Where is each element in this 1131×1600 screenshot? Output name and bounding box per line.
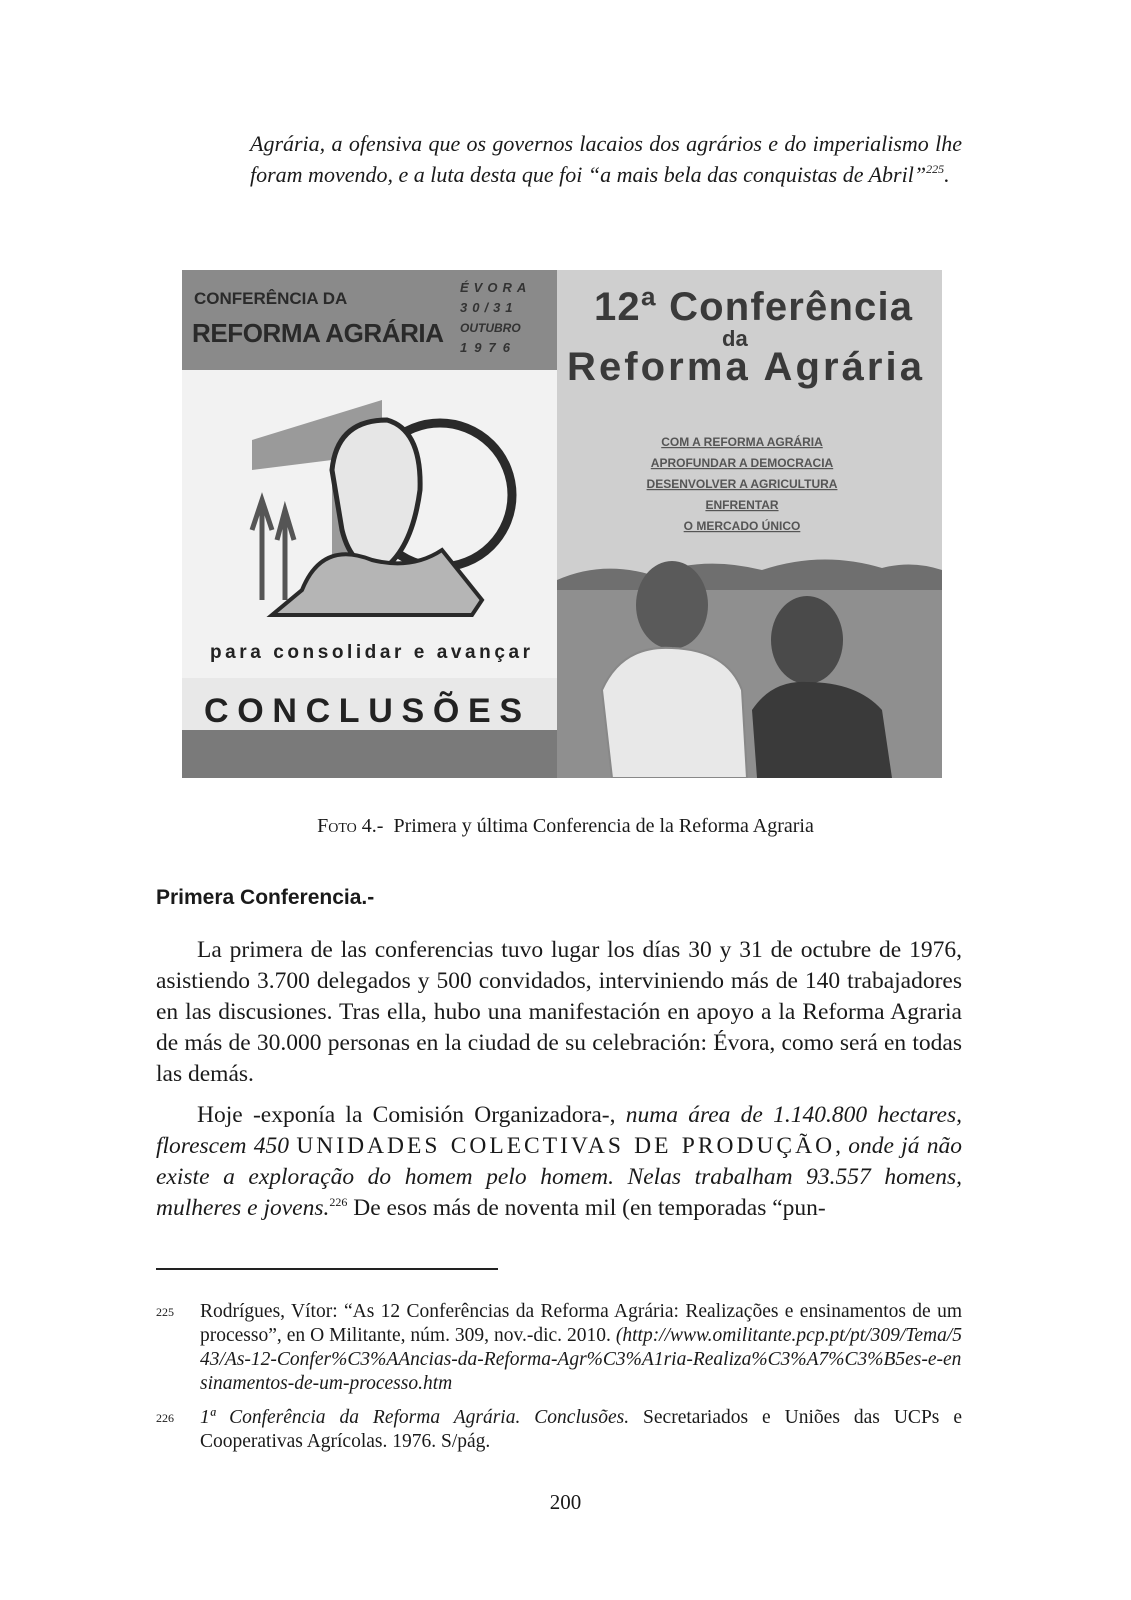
left-slogan: para consolidar e avançar (210, 642, 530, 663)
left-footer-stripe (182, 730, 557, 778)
footnote-text: Secretariados e Uniões das UCPs e Cooperativas Agrícolas. 1976. S/pág. (200, 1407, 962, 1452)
footnote-225 (156, 1300, 962, 1396)
footnote-divider (156, 1268, 498, 1270)
footnote-ref-225[interactable]: 225 (926, 162, 945, 176)
man-head-shape (636, 561, 708, 649)
right-slogan-5: O MERCADO ÚNICO (683, 519, 801, 533)
body-text (156, 935, 962, 1234)
right-slogan-1: COM A REFORMA AGRÁRIA (661, 435, 823, 449)
left-date-4: 1976 (460, 340, 517, 355)
woman-photo-head-shape (771, 596, 843, 684)
photo-4 (182, 270, 942, 778)
right-slogan-2: APROFUNDAR A DEMOCRACIA (650, 456, 834, 470)
left-header-large: REFORMA AGRÁRIA (192, 318, 444, 348)
paragraph-2 (156, 1100, 962, 1224)
footnote-ref-226[interactable]: 226 (329, 1195, 348, 1209)
p2-italic-1: numa área de 1.140.800 hectares, florescem 450 (156, 1102, 963, 1159)
footnote-number: 225 (156, 1305, 174, 1319)
p2-intro: Hoje -exponía la Comisión Organizadora-, (197, 1102, 626, 1128)
footnote-link[interactable]: (http://www.omilitante.pcp.pt/pt/309/Tema/543/As-12-Confer%C3%AAncias-da-Reforma-Agr%C3%A1ria-Realiza%C3%A7%C3%B5es-e-ensinamentos-de-um-processo.htm (200, 1325, 962, 1394)
right-title-1: 12ª Conferência (594, 285, 912, 329)
man-shirt-shape (602, 648, 747, 778)
paragraph-1: La primera de las conferencias tuvo lugar los días 30 y 31 de octubre de 1976, asistiendo 3.700 delegados y 500 convidados, interviniendo más de 140 trabajadores en las discusiones. Tras ella, hubo una manifestación en apoyo a la Reforma Agraria de más de 30.000 personas en la ciudad de su celebración: Évora, como será en todas las demás. (156, 937, 962, 1087)
left-date-3: OUTUBRO (460, 321, 521, 335)
left-date-1: ÉVORA (460, 280, 532, 295)
photo-caption (0, 815, 1131, 838)
footnote-number: 226 (156, 1411, 174, 1425)
p2-italic-2: , onde já não existe a exploração do homem pelo homem. Nelas trabalham 93.557 homens, mulheres e jovens. (156, 1133, 962, 1221)
p2-tail: De esos más de noventa mil (en temporadas “pun- (347, 1195, 826, 1221)
footnote-title: 1ª Conferência da Reforma Agrária. Conclusões. (200, 1407, 630, 1428)
right-slogan-4: ENFRENTAR (705, 498, 779, 512)
caption-text: Primera y última Conferencia de la Reforma Agraria (393, 815, 814, 837)
photo-graphic (182, 270, 942, 778)
block-quote (250, 128, 962, 190)
footnote-text: Rodrígues, Vítor: “As 12 Conferências da Reforma Agrária: Realizações e ensinamentos de um processo”, en O Militante, núm. 309, nov.-dic. 2010. (200, 1301, 962, 1346)
p2-spaced: UNIDADES COLECTIVAS DE PRODUÇÃO (296, 1133, 836, 1159)
footnotes (156, 1300, 962, 1464)
quote-end: . (944, 162, 950, 187)
quote-text: Agrária, a ofensiva que os governos lacaios dos agrários e do imperialismo lhe foram movendo, e a luta desta que foi “a mais bela das conquistas de Abril” (250, 131, 962, 187)
left-date-2: 30/31 (460, 300, 518, 315)
left-header-small: CONFERÊNCIA DA (194, 289, 348, 308)
left-footer-text: CONCLUSÕES (204, 692, 526, 730)
page-number: 200 (549, 1490, 582, 1514)
right-title-3: Reforma Agrária (567, 345, 922, 389)
right-slogan-3: DESENVOLVER A AGRICULTURA (646, 477, 838, 491)
footnote-226 (156, 1406, 962, 1454)
caption-label: Foto 4.- (317, 815, 384, 837)
section-heading: Primera Conferencia.- (156, 886, 375, 909)
right-title-2: da (722, 326, 748, 351)
